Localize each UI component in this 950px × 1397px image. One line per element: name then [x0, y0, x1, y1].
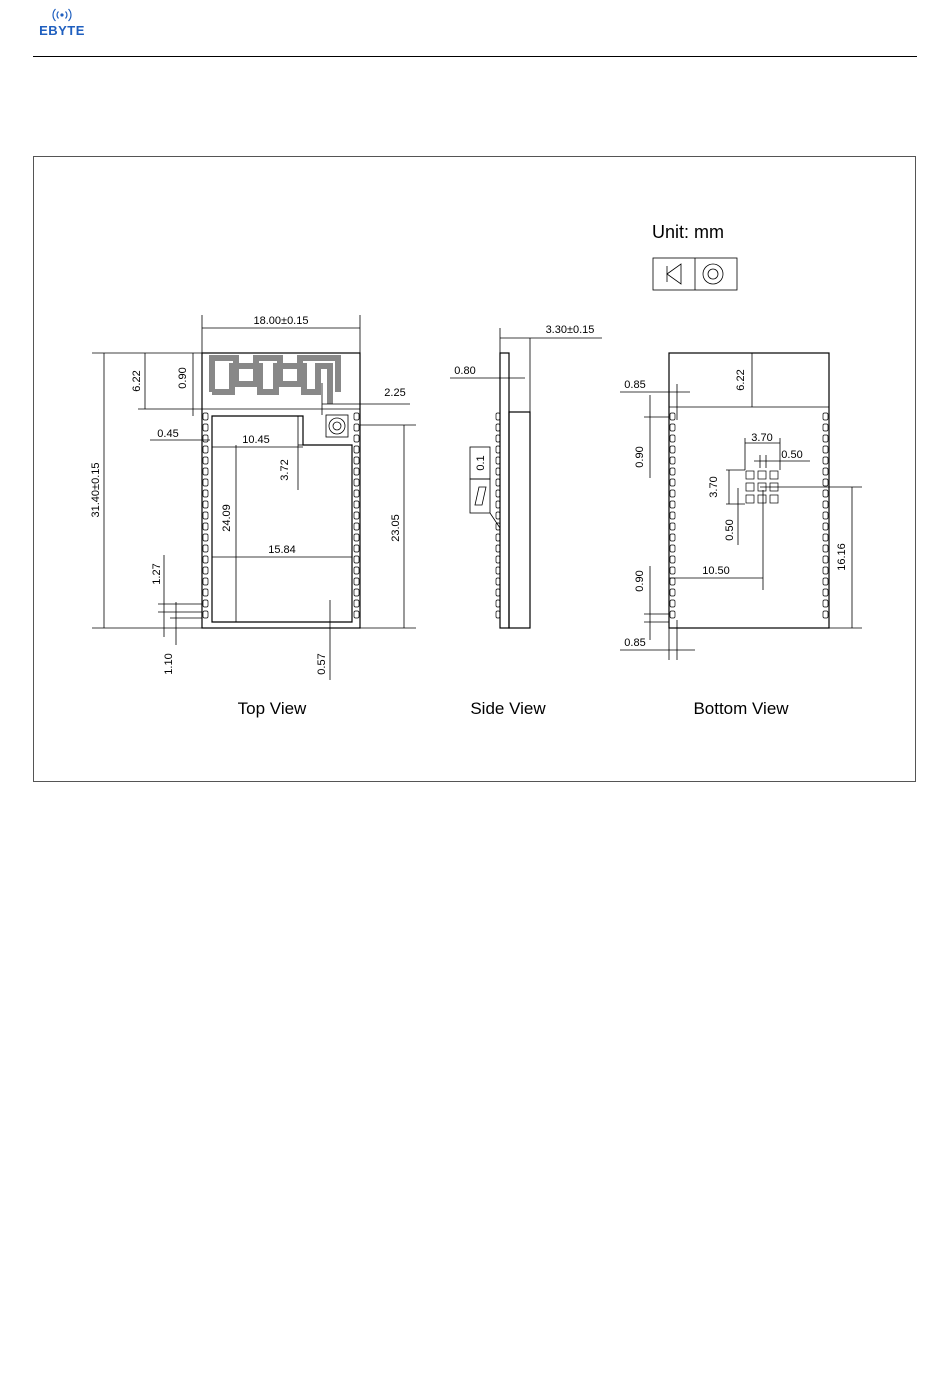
- pad-right: [354, 479, 359, 486]
- side-pad: [496, 479, 500, 486]
- pad-right: [354, 611, 359, 618]
- bottom-pad-left: [670, 490, 675, 497]
- bottom-pad-right: [823, 523, 828, 530]
- dim-shield-height: 24.09: [221, 504, 233, 532]
- dim-shield-width: 15.84: [268, 544, 296, 556]
- pad-right: [354, 578, 359, 585]
- thermal-pad: [758, 495, 766, 503]
- dim-pitch: 1.27: [151, 563, 163, 585]
- pad-right: [354, 545, 359, 552]
- pad-left: [203, 479, 208, 486]
- thermal-pad: [770, 471, 778, 479]
- thermal-pad: [746, 495, 754, 503]
- pad-left: [203, 556, 208, 563]
- pad-left: [203, 611, 208, 618]
- pad-right: [354, 589, 359, 596]
- side-pad: [496, 600, 500, 607]
- third-angle-projection-icon: [653, 258, 737, 290]
- antenna-trace: [212, 358, 338, 404]
- pad-right: [354, 501, 359, 508]
- pad-left: [203, 490, 208, 497]
- side-pad: [496, 490, 500, 497]
- pad-left: [203, 512, 208, 519]
- bottom-pad-left: [670, 424, 675, 431]
- bottom-pad-left: [670, 468, 675, 475]
- bottom-pad-right: [823, 512, 828, 519]
- top-view: [90, 315, 416, 718]
- dim-bottom-antenna: 6.22: [735, 369, 747, 391]
- bottom-pad-left: [670, 556, 675, 563]
- side-pad: [496, 424, 500, 431]
- pad-left: [203, 567, 208, 574]
- bottom-pad-right: [823, 446, 828, 453]
- dim-pad: 1.10: [163, 653, 175, 675]
- bottom-pad-right: [823, 501, 828, 508]
- dim-height: 31.40±0.15: [90, 462, 102, 518]
- bottom-pad-right: [823, 611, 828, 618]
- bottom-pad-right: [823, 534, 828, 541]
- bottom-pad-right: [823, 578, 828, 585]
- side-pad: [496, 578, 500, 585]
- bottom-pad-left: [670, 523, 675, 530]
- side-shield: [509, 412, 530, 628]
- bottom-pad-right: [823, 424, 828, 431]
- pad-left: [203, 413, 208, 420]
- bottom-view-outline: [669, 353, 829, 628]
- pad-left: [203, 600, 208, 607]
- unit-label: Unit: mm: [652, 222, 724, 242]
- bottom-pad-right: [823, 435, 828, 442]
- pad-right: [354, 413, 359, 420]
- pad-right: [354, 534, 359, 541]
- dim-gap-top: 0.90: [634, 446, 646, 468]
- dim-grid-width: 3.70: [751, 432, 773, 444]
- thermal-pad: [746, 483, 754, 491]
- side-pads: [496, 413, 500, 618]
- bottom-view: [620, 353, 862, 718]
- dim-grid-y: 16.16: [836, 543, 848, 571]
- dim-grid-pad: 0.50: [724, 519, 736, 541]
- flatness-symbol-icon: [470, 479, 490, 513]
- bottom-pad-left: [670, 446, 675, 453]
- pad-right: [354, 424, 359, 431]
- bottom-pad-right: [823, 479, 828, 486]
- pad-left: [203, 435, 208, 442]
- bottom-pad-left: [670, 611, 675, 618]
- pad-right: [354, 457, 359, 464]
- bottom-pad-left: [670, 567, 675, 574]
- dim-pin-span: 23.05: [390, 514, 402, 542]
- pad-right: [354, 435, 359, 442]
- pad-right: [354, 567, 359, 574]
- side-pad: [496, 589, 500, 596]
- bottom-pad-right: [823, 589, 828, 596]
- side-pad: [496, 545, 500, 552]
- dim-bottom-gap: 0.57: [316, 653, 328, 675]
- side-pad: [496, 468, 500, 475]
- bottom-pad-left: [670, 512, 675, 519]
- bottom-pad-right: [823, 468, 828, 475]
- side-pad: [496, 556, 500, 563]
- bottom-pad-left: [670, 479, 675, 486]
- dim-grid-height: 3.70: [708, 476, 720, 498]
- side-pad: [496, 512, 500, 519]
- bottom-pad-left: [670, 545, 675, 552]
- bottom-pad-left: [670, 435, 675, 442]
- pad-left: [203, 578, 208, 585]
- flatness-value: 0.1: [475, 455, 487, 471]
- brand-name: EBYTE: [39, 23, 85, 38]
- bottom-pad-right: [823, 457, 828, 464]
- dim-grid-x: 10.50: [702, 565, 730, 577]
- pad-left: [203, 534, 208, 541]
- pad-right: [354, 512, 359, 519]
- pad-left: [203, 589, 208, 596]
- pad-left: [203, 468, 208, 475]
- side-pad: [496, 435, 500, 442]
- dim-edge-bottom: 0.85: [624, 637, 646, 649]
- pad-right: [354, 446, 359, 453]
- ipex-connector: [326, 415, 348, 437]
- bottom-pad-left: [670, 600, 675, 607]
- bottom-pad-left: [670, 413, 675, 420]
- bottom-pads: [670, 413, 828, 618]
- dim-edge: 0.45: [157, 428, 179, 440]
- bottom-pad-right: [823, 413, 828, 420]
- side-pcb: [500, 353, 509, 628]
- side-pad: [496, 611, 500, 618]
- bottom-pad-left: [670, 457, 675, 464]
- pad-left: [203, 501, 208, 508]
- caption-top-view: Top View: [237, 699, 307, 718]
- thermal-pad: [746, 471, 754, 479]
- bottom-pad-right: [823, 567, 828, 574]
- pad-left: [203, 424, 208, 431]
- dim-antenna: 6.22: [131, 370, 143, 392]
- bottom-pad-left: [670, 589, 675, 596]
- bottom-pad-left: [670, 578, 675, 585]
- dim-shield-offset: 10.45: [242, 434, 270, 446]
- side-pad: [496, 567, 500, 574]
- pad-left: [203, 446, 208, 453]
- dim-grid-gap: 0.50: [781, 449, 803, 461]
- pad-right: [354, 468, 359, 475]
- pad-left: [203, 457, 208, 464]
- bottom-pad-left: [670, 534, 675, 541]
- dim-gap: 0.90: [177, 367, 189, 389]
- caption-bottom-view: Bottom View: [693, 699, 789, 718]
- bottom-pad-right: [823, 600, 828, 607]
- dim-shield-top: 3.72: [279, 459, 291, 481]
- dim-gap-bottom: 0.90: [634, 570, 646, 592]
- dim-pcb: 0.80: [454, 365, 476, 377]
- side-pad: [496, 457, 500, 464]
- dim-thickness: 3.30±0.15: [545, 324, 595, 336]
- caption-side-view: Side View: [470, 699, 546, 718]
- side-pad: [496, 413, 500, 420]
- pad-right: [354, 523, 359, 530]
- bottom-pad-left: [670, 501, 675, 508]
- side-pad: [496, 534, 500, 541]
- side-pad: [496, 446, 500, 453]
- pad-left: [203, 545, 208, 552]
- pad-right: [354, 600, 359, 607]
- thermal-pad: [770, 495, 778, 503]
- bottom-pad-right: [823, 556, 828, 563]
- dim-width: 18.00±0.15: [253, 315, 309, 327]
- thermal-pad: [758, 471, 766, 479]
- dim-connector: 2.25: [384, 387, 406, 399]
- bottom-pad-right: [823, 545, 828, 552]
- bottom-pad-right: [823, 490, 828, 497]
- dim-edge-top: 0.85: [624, 379, 646, 391]
- side-view: [450, 324, 602, 718]
- pad-right: [354, 490, 359, 497]
- pad-left: [203, 523, 208, 530]
- pad-right: [354, 556, 359, 563]
- side-pad: [496, 501, 500, 508]
